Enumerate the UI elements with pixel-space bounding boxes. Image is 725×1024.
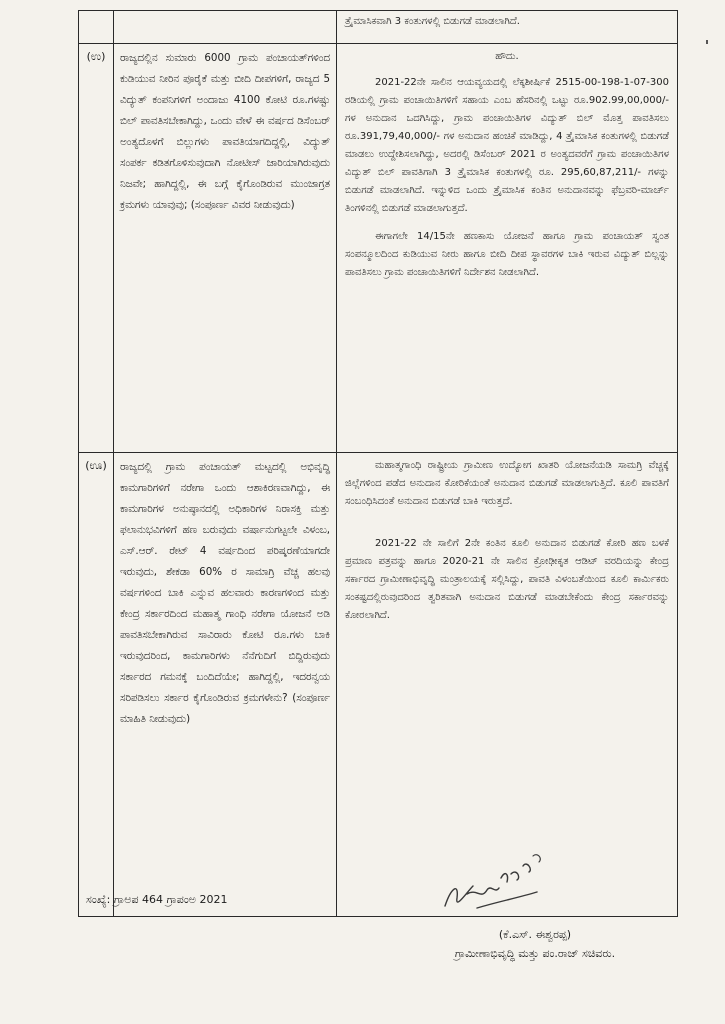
paragraph-spacer [345,521,669,535]
table-row [79,453,678,917]
signatory-title: ಗ್ರಾಮೀಣಾಭಿವೃದ್ಧಿ ಮತ್ತು ಪಂ.ರಾಜ್ ಸಚಿವರು. [454,947,616,960]
row-label-cell [79,11,114,44]
answer-cell [337,453,678,917]
answer-cell [337,11,678,44]
answer-paragraph: 2021-22ನೇ ಸಾಲಿನ ಆಯವ್ಯಯದಲ್ಲಿ ಲೆಕ್ಕಶೀರ್ಷಿಕೆ 2515-00-198-1-07-300 ರಡಿಯಲ್ಲಿ ಗ್ರಾಮ ಪಂಚಾಯಿತಿಗಳಿಗೆ ಸಹಾಯ ಎಂಬ ಹೆಸರಿನಲ್ಲಿ ಒಟ್ಟು ರೂ.902.99,00,000/- ಗಳ ಅನುದಾನ ಒದಗಿಸಿದ್ದು, ಗ್ರಾಮ ಪಂಚಾಯಿತಿಗಳ ವಿದ್ಯುತ್ ಬಿಲ್ ಮೊತ್ತ ಪಾವತಿಸಲು ರೂ.391,79,40,000/- ಗಳ ಅನುದಾನ ಹಂಚಿಕೆ ಮಾಡಿದ್ದು, 4 ತ್ರೈಮಾಸಿಕ ಕಂತುಗಳಲ್ಲಿ ಬಿಡುಗಡೆ ಮಾಡಲು ಉದ್ದೇಶಿಸಲಾಗಿದ್ದು, ಅದರಲ್ಲಿ ಡಿಸೆಂಬರ್ 2021 ರ ಅಂತ್ಯದವರೆಗೆ ಗ್ರಾಮ ಪಂಚಾಯಿತಿಗಳ ವಿದ್ಯುತ್ ಬಿಲ್ ಪಾವತಿಗಾಗಿ 3 ತ್ರೈಮಾಸಿಕ ಕಂತುಗಳಲ್ಲಿ ರೂ. 295,60,87,211/- ಗಳನ್ನು ಬಿಡುಗಡೆ ಮಾಡಲಾಗಿದೆ. ಇನ್ನುಳಿದ ಒಂದು ತ್ರೈಮಾಸಿಕ ಕಂತಿನ ಅನುದಾನವನ್ನು ಫೆಬ್ರವರಿ-ಮಾರ್ಚ್ ತಿಂಗಳಿನಲ್ಲಿ ಬಿಡುಗಡೆ ಮಾಡಲಾಗುತ್ತದೆ. [345,77,669,214]
handwritten-signature [437,848,552,918]
answer-paragraph: ಮಹಾತ್ಮಗಾಂಧಿ ರಾಷ್ಟ್ರೀಯ ಗ್ರಾಮೀಣ ಉದ್ಯೋಗ ಖಾತರಿ ಯೋಜನೆಯಡಿ ಸಾಮಗ್ರಿ ವೆಚ್ಚಕ್ಕೆ ಜಿಲ್ಲೆಗಳಿಂದ ಪಡೆದ ಅನುದಾನ ಕೋರಿಕೆಯಂತೆ ಅನುದಾನ ಬಿಡುಗಡೆ ಮಾಡಲಾಗುತ್ತಿದೆ. ಕೂಲಿ ಪಾವತಿಗೆ ಸಂಬಂಧಿಸಿದಂತೆ ಅನುದಾನ ಬಿಡುಗಡೆ ಬಾಕಿ ಇರುತ್ತದೆ. [345,460,669,507]
table-row [79,44,678,453]
answer-cell [337,44,678,453]
signatory-name: (ಕೆ.ಎಸ್. ಈಶ್ವರಪ್ಪ) [498,928,572,941]
table-row [79,11,678,44]
row-label: (ಉ) [86,50,106,63]
row-label-cell [79,44,114,453]
question-cell [114,11,337,44]
answer-paragraph: 2021-22 ನೇ ಸಾಲಿಗೆ 2ನೇ ಕಂತಿನ ಕೂಲಿ ಅನುದಾನ ಬಿಡುಗಡೆ ಕೋರಿ ಹಣ ಬಳಕೆ ಪ್ರಮಾಣ ಪತ್ರವನ್ನು ಹಾಗೂ 2020-21 ನೇ ಸಾಲಿನ ಕ್ರೋಢೀಕೃತ ಆಡಿಟ್ ವರದಿಯನ್ನು ಕೇಂದ್ರ ಸರ್ಕಾರದ ಗ್ರಾಮೀಣಾಭಿವೃದ್ಧಿ ಮಂತ್ರಾಲಯಕ್ಕೆ ಸಲ್ಲಿಸಿದ್ದು, ಪಾವತಿ ವಿಳಂಬತೆಯಿಂದ ಕೂಲಿ ಕಾರ್ಮಿಕರು ಸಂಕಷ್ಟದಲ್ಲಿರುವುದರಿಂದ ತ್ವರಿತವಾಗಿ ಅನುದಾನ ಬಿಡುಗಡೆ ಮಾಡಬೇಕೆಂದು ಕೇಂದ್ರ ಸರ್ಕಾರವನ್ನು ಕೋರಲಾಗಿದೆ. [345,538,669,621]
scan-speck [706,40,708,44]
row-label: (ಊ) [85,459,107,472]
question-answer-table [78,10,678,917]
question-text: ರಾಜ್ಯದಲ್ಲಿ ಗ್ರಾಮ ಪಂಚಾಯತ್ ಮಟ್ಟದಲ್ಲಿ ಅಭಿವೃದ್ಧಿ ಕಾಮಗಾರಿಗಳಿಗೆ ನರೇಗಾ ಒಂದು ಆಶಾಕಿರಣವಾಗಿದ್ದು, ಈ ಕಾಮಗಾರಿಗಳ ಅನುಷ್ಠಾನದಲ್ಲಿ ಅಧಿಕಾರಿಗಳ ನಿರಾಸಕ್ತಿ ಮತ್ತು ಫಲಾನುಭವಿಗಳಿಗೆ ಹಣ ಬರುವುದು ವರ್ಷಾನುಗಟ್ಟಲೇ ವಿಳಂಬ, ಎಸ್.ಆರ್. ರೇಟ್ 4 ವರ್ಷದಿಂದ ಪರಿಷ್ಕರಣೆಯಾಗದೇ ಇರುವುದು, ಶೇಕಡಾ 60% ರ ಸಾಮಾಗ್ರಿ ವೆಚ್ಚ ಹಲವು ವರ್ಷಗಳಿಂದ ಬಾಕಿ ಎನ್ನುವ ಹಲವಾರು ಕಾರಣಗಳಿಂದ ಮತ್ತು ಕೇಂದ್ರ ಸರ್ಕಾರದಿಂದ ಮಹಾತ್ಮ ಗಾಂಧಿ ನರೇಗಾ ಯೋಜನೆ ಅಡಿ ಪಾವತಿಸಬೇಕಾಗಿರುವ ಸಾವಿರಾರು ಕೋಟಿ ರೂ.ಗಳು ಬಾಕಿ ಇರುವುದರಿಂದ, ಕಾಮಗಾರಿಗಳು ನೆನೆಗುದಿಗೆ ಬಿದ್ದಿರುವುದು ಸರ್ಕಾರದ ಗಮನಕ್ಕೆ ಬಂದಿದೆಯೇ; ಹಾಗಿದ್ದಲ್ಲಿ, ಇದರನ್ವಯ ಸರಿಪಡಿಸಲು ಸರ್ಕಾರ ಕೈಗೊಂಡಿರುವ ಕ್ರಮಗಳೇನು? (ಸಂಪೂರ್ಣ ಮಾಹಿತಿ ನೀಡುವುದು) [120,461,330,725]
question-cell [114,453,337,917]
answer-continuation: ತ್ರೈಮಾಸಿಕವಾಗಿ 3 ಕಂತುಗಳಲ್ಲಿ ಬಿಡುಗಡೆ ಮಾಡಲಾಗಿದೆ. [345,16,520,27]
question-text: ರಾಜ್ಯದಲ್ಲಿನ ಸುಮಾರು 6000 ಗ್ರಾಮ ಪಂಚಾಯತ್‌ಗಳಿಂದ ಕುಡಿಯುವ ನೀರಿನ ಪೂರೈಕೆ ಮತ್ತು ಬೀದಿ ದೀಪಗಳಿಗೆ, ರಾಜ್ಯದ 5 ವಿದ್ಯುತ್ ಕಂಪನಿಗಳಿಗೆ ಅಂದಾಜು 4100 ಕೋಟಿ ರೂ.ಗಳಷ್ಟು ಬಿಲ್ ಪಾವತಿಸಬೇಕಾಗಿದ್ದು, ಒಂದು ವೇಳೆ ಈ ವರ್ಷದ ಡಿಸೆಂಬರ್ ಅಂತ್ಯದೊಳಗೆ ಬಿಲ್ಲುಗಳು ಪಾವತಿಯಾಗದಿದ್ದಲ್ಲಿ, ವಿದ್ಯುತ್ ಸಂಪರ್ಕ ಕಡಿತಗೊಳಿಸುವುದಾಗಿ ನೋಟೀಸ್ ಜಾರಿಯಾಗಿರುವುದು ನಿಜವೇ; ಹಾಗಿದ್ದಲ್ಲಿ, ಈ ಬಗ್ಗೆ ಕೈಗೊಂಡಿರುವ ಮುಂಜಾಗ್ರತ ಕ್ರಮಗಳು ಯಾವುವು; (ಸಂಪೂರ್ಣ ವಿವರ ನೀಡುವುದು) [120,52,330,211]
signature-block [395,925,675,963]
row-label-cell [79,453,114,917]
question-cell [114,44,337,453]
answer-paragraph: ಈಗಾಗಲೇ 14/15ನೇ ಹಣಕಾಸು ಯೋಜನೆ ಹಾಗೂ ಗ್ರಾಮ ಪಂಚಾಯತ್ ಸ್ವಂತ ಸಂಪನ್ಮೂಲದಿಂದ ಕುಡಿಯುವ ನೀರು ಹಾಗೂ ಬೀದಿ ದೀಪ ಸ್ಥಾವರಗಳ ಬಾಕಿ ಇರುವ ವಿದ್ಯುತ್ ಬಿಲ್ಲನ್ನು ಪಾವತಿಸಲು ಗ್ರಾಮ ಪಂಚಾಯಿತಿಗಳಿಗೆ ನಿರ್ದೇಶನ ನೀಡಲಾಗಿದೆ. [345,231,669,278]
answer-yes: ಹೌದು. [495,51,519,62]
reference-number: ಸಂಖ್ಯೆ: ಗ್ರಾಅಪ 464 ಗ್ರಾಪಂಅ 2021 [86,893,228,906]
